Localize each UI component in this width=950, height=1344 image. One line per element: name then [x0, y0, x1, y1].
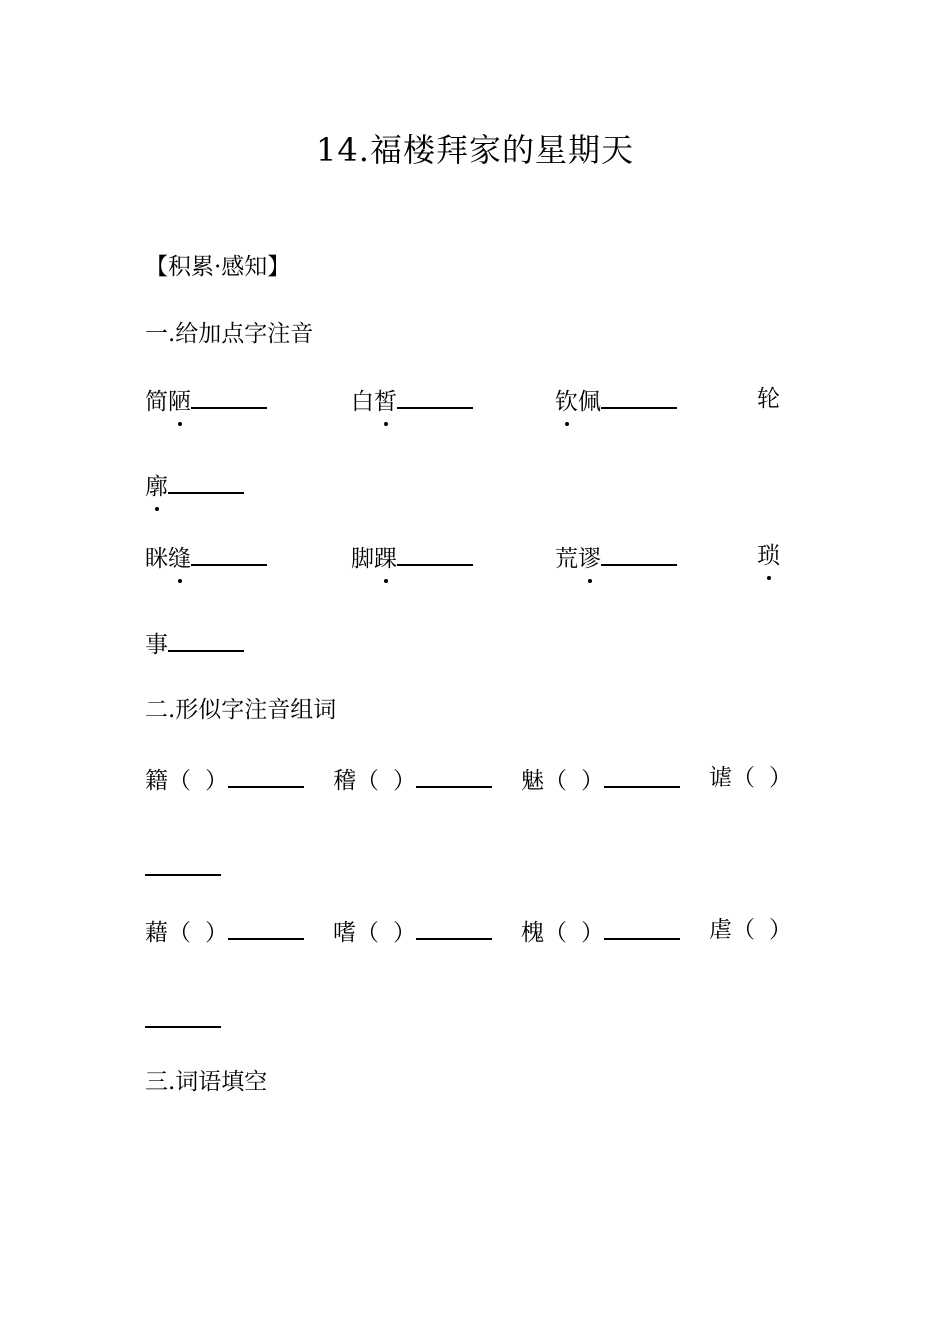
pinyin-item-2: [351, 383, 473, 418]
answer-blank[interactable]: [416, 762, 492, 788]
item-char: 槐: [521, 920, 544, 946]
item-char: 魅: [521, 768, 544, 794]
item-char: 简: [145, 389, 168, 415]
pinyin-item-1: [145, 383, 267, 418]
item-char: 佩: [578, 389, 601, 415]
pinyin-item-4-wrap: [145, 468, 244, 503]
pinyin-paren[interactable]: （ ）: [356, 920, 416, 946]
dotted-char: 缝: [168, 543, 191, 575]
item-char: 籍: [145, 768, 168, 794]
answer-blank[interactable]: [145, 874, 221, 876]
pinyin-item-8: [757, 540, 780, 572]
word-item-6: [333, 914, 492, 949]
answer-blank[interactable]: [397, 540, 473, 566]
dotted-char: 谬: [578, 543, 601, 575]
answer-blank[interactable]: [191, 540, 267, 566]
item-char: 轮: [757, 386, 780, 412]
dotted-char: 钦: [555, 386, 578, 418]
answer-blank[interactable]: [601, 383, 677, 409]
dotted-char: 陋: [168, 386, 191, 418]
answer-blank[interactable]: [604, 914, 680, 940]
word-item-3: [521, 762, 680, 797]
dotted-char: 踝: [374, 543, 397, 575]
dotted-char: 琐: [757, 540, 780, 572]
word-item-5: [145, 914, 304, 949]
answer-blank[interactable]: [168, 626, 244, 652]
word-item-7: [521, 914, 680, 949]
item-char: 谑: [709, 765, 732, 791]
pinyin-paren[interactable]: （ ）: [356, 768, 416, 794]
answer-blank[interactable]: [228, 762, 304, 788]
word-item-1: [145, 762, 304, 797]
item-char: 虐: [709, 917, 732, 943]
answer-blank[interactable]: [604, 762, 680, 788]
pinyin-item-5: [145, 540, 267, 575]
answer-blank[interactable]: [145, 1026, 221, 1028]
item-char: 脚: [351, 546, 374, 572]
section-header: 【积累·感知】: [145, 254, 291, 280]
item-char: 稽: [333, 768, 356, 794]
pinyin-item-3: [555, 383, 677, 418]
pinyin-paren[interactable]: （ ）: [168, 920, 228, 946]
item-char: 嗜: [333, 920, 356, 946]
dotted-char: 廓: [145, 471, 168, 503]
answer-blank[interactable]: [168, 468, 244, 494]
page-title: 14.福楼拜家的星期天: [316, 131, 634, 169]
dotted-char: 皙: [374, 386, 397, 418]
pinyin-paren[interactable]: （ ）: [544, 768, 604, 794]
item-char: 事: [145, 632, 168, 658]
item-char: 藉: [145, 920, 168, 946]
pinyin-paren[interactable]: （ ）: [544, 920, 604, 946]
item-char: 荒: [555, 546, 578, 572]
word-item-2: [333, 762, 492, 797]
word-item-4: [709, 762, 792, 794]
pinyin-paren[interactable]: （ ）: [168, 768, 228, 794]
item-char: 白: [351, 389, 374, 415]
pinyin-item-7: [555, 540, 677, 575]
pinyin-paren[interactable]: （ ）: [732, 917, 792, 943]
answer-blank[interactable]: [191, 383, 267, 409]
answer-blank[interactable]: [397, 383, 473, 409]
word-item-8: [709, 914, 792, 946]
pinyin-item-4: [757, 383, 780, 415]
pinyin-item-8-wrap: [145, 626, 244, 661]
pinyin-item-6: [351, 540, 473, 575]
answer-blank[interactable]: [228, 914, 304, 940]
answer-blank[interactable]: [601, 540, 677, 566]
answer-blank[interactable]: [416, 914, 492, 940]
part3-heading: 三.词语填空: [145, 1069, 268, 1095]
part2-heading: 二.形似字注音组词: [145, 697, 337, 723]
item-char: 眯: [145, 546, 168, 572]
part1-heading: 一.给加点字注音: [145, 321, 314, 347]
pinyin-paren[interactable]: （ ）: [732, 765, 792, 791]
